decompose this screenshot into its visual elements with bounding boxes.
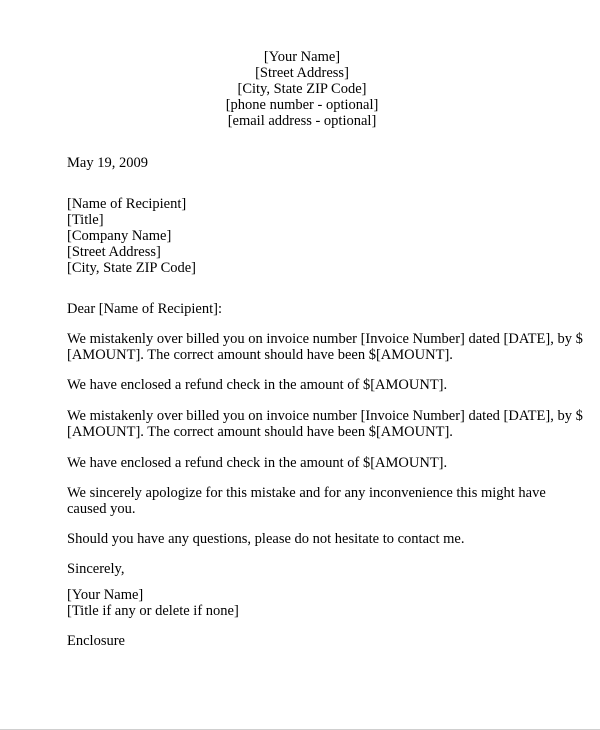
sender-city-state-zip: [City, State ZIP Code] (237, 81, 367, 97)
body-paragraph-line: [AMOUNT]. The correct amount should have been $[AMOUNT]. (67, 347, 453, 363)
body-paragraph-refund-check (67, 377, 547, 393)
signature-block (67, 587, 239, 619)
sender-phone-number: [phone number - optional] (225, 97, 379, 113)
body-paragraph-line: [AMOUNT]. The correct amount should have been $[AMOUNT]. (67, 424, 453, 440)
signature-title: [Title if any or delete if none] (67, 603, 239, 619)
recipient-name: [Name of Recipient] (67, 196, 187, 212)
recipient-city-state-zip: [City, State ZIP Code] (67, 260, 197, 276)
body-paragraph-line: We have enclosed a refund check in the amount of $[AMOUNT]. (67, 455, 448, 471)
body-paragraph-line: Should you have any questions, please do not hesitate to contact me. (67, 531, 465, 547)
recipient-address-block (67, 196, 196, 276)
body-paragraph-line: We have enclosed a refund check in the amount of $[AMOUNT]. (67, 377, 448, 393)
salutation: Dear [Name of Recipient]: (67, 301, 222, 317)
body-paragraph-refund-check-repeat (67, 455, 547, 471)
signature-name: [Your Name] (67, 587, 144, 603)
letter-date: May 19, 2009 (67, 155, 148, 171)
recipient-title: [Title] (67, 212, 104, 228)
sender-address-block (0, 49, 600, 129)
body-paragraph-contact (67, 531, 547, 547)
closing: Sincerely, (67, 561, 125, 577)
body-paragraph-line: We sincerely apologize for this mistake and for any inconvenience this might have (67, 485, 546, 501)
body-paragraph-overbilled-repeat (67, 408, 583, 440)
sender-street-address: [Street Address] (255, 65, 349, 81)
recipient-company-name: [Company Name] (67, 228, 172, 244)
body-paragraph-line: caused you. (67, 501, 136, 517)
sender-name: [Your Name] (263, 49, 341, 65)
body-paragraph-line: We mistakenly over billed you on invoice number [Invoice Number] dated [DATE], by $ (67, 408, 583, 424)
body-paragraph-overbilled (67, 331, 583, 363)
body-paragraph-apology (67, 485, 547, 517)
sender-email-address: [email address - optional] (227, 113, 377, 129)
recipient-street-address: [Street Address] (67, 244, 161, 260)
body-paragraph-line: We mistakenly over billed you on invoice number [Invoice Number] dated [DATE], by $ (67, 331, 583, 347)
enclosure-note: Enclosure (67, 633, 125, 649)
